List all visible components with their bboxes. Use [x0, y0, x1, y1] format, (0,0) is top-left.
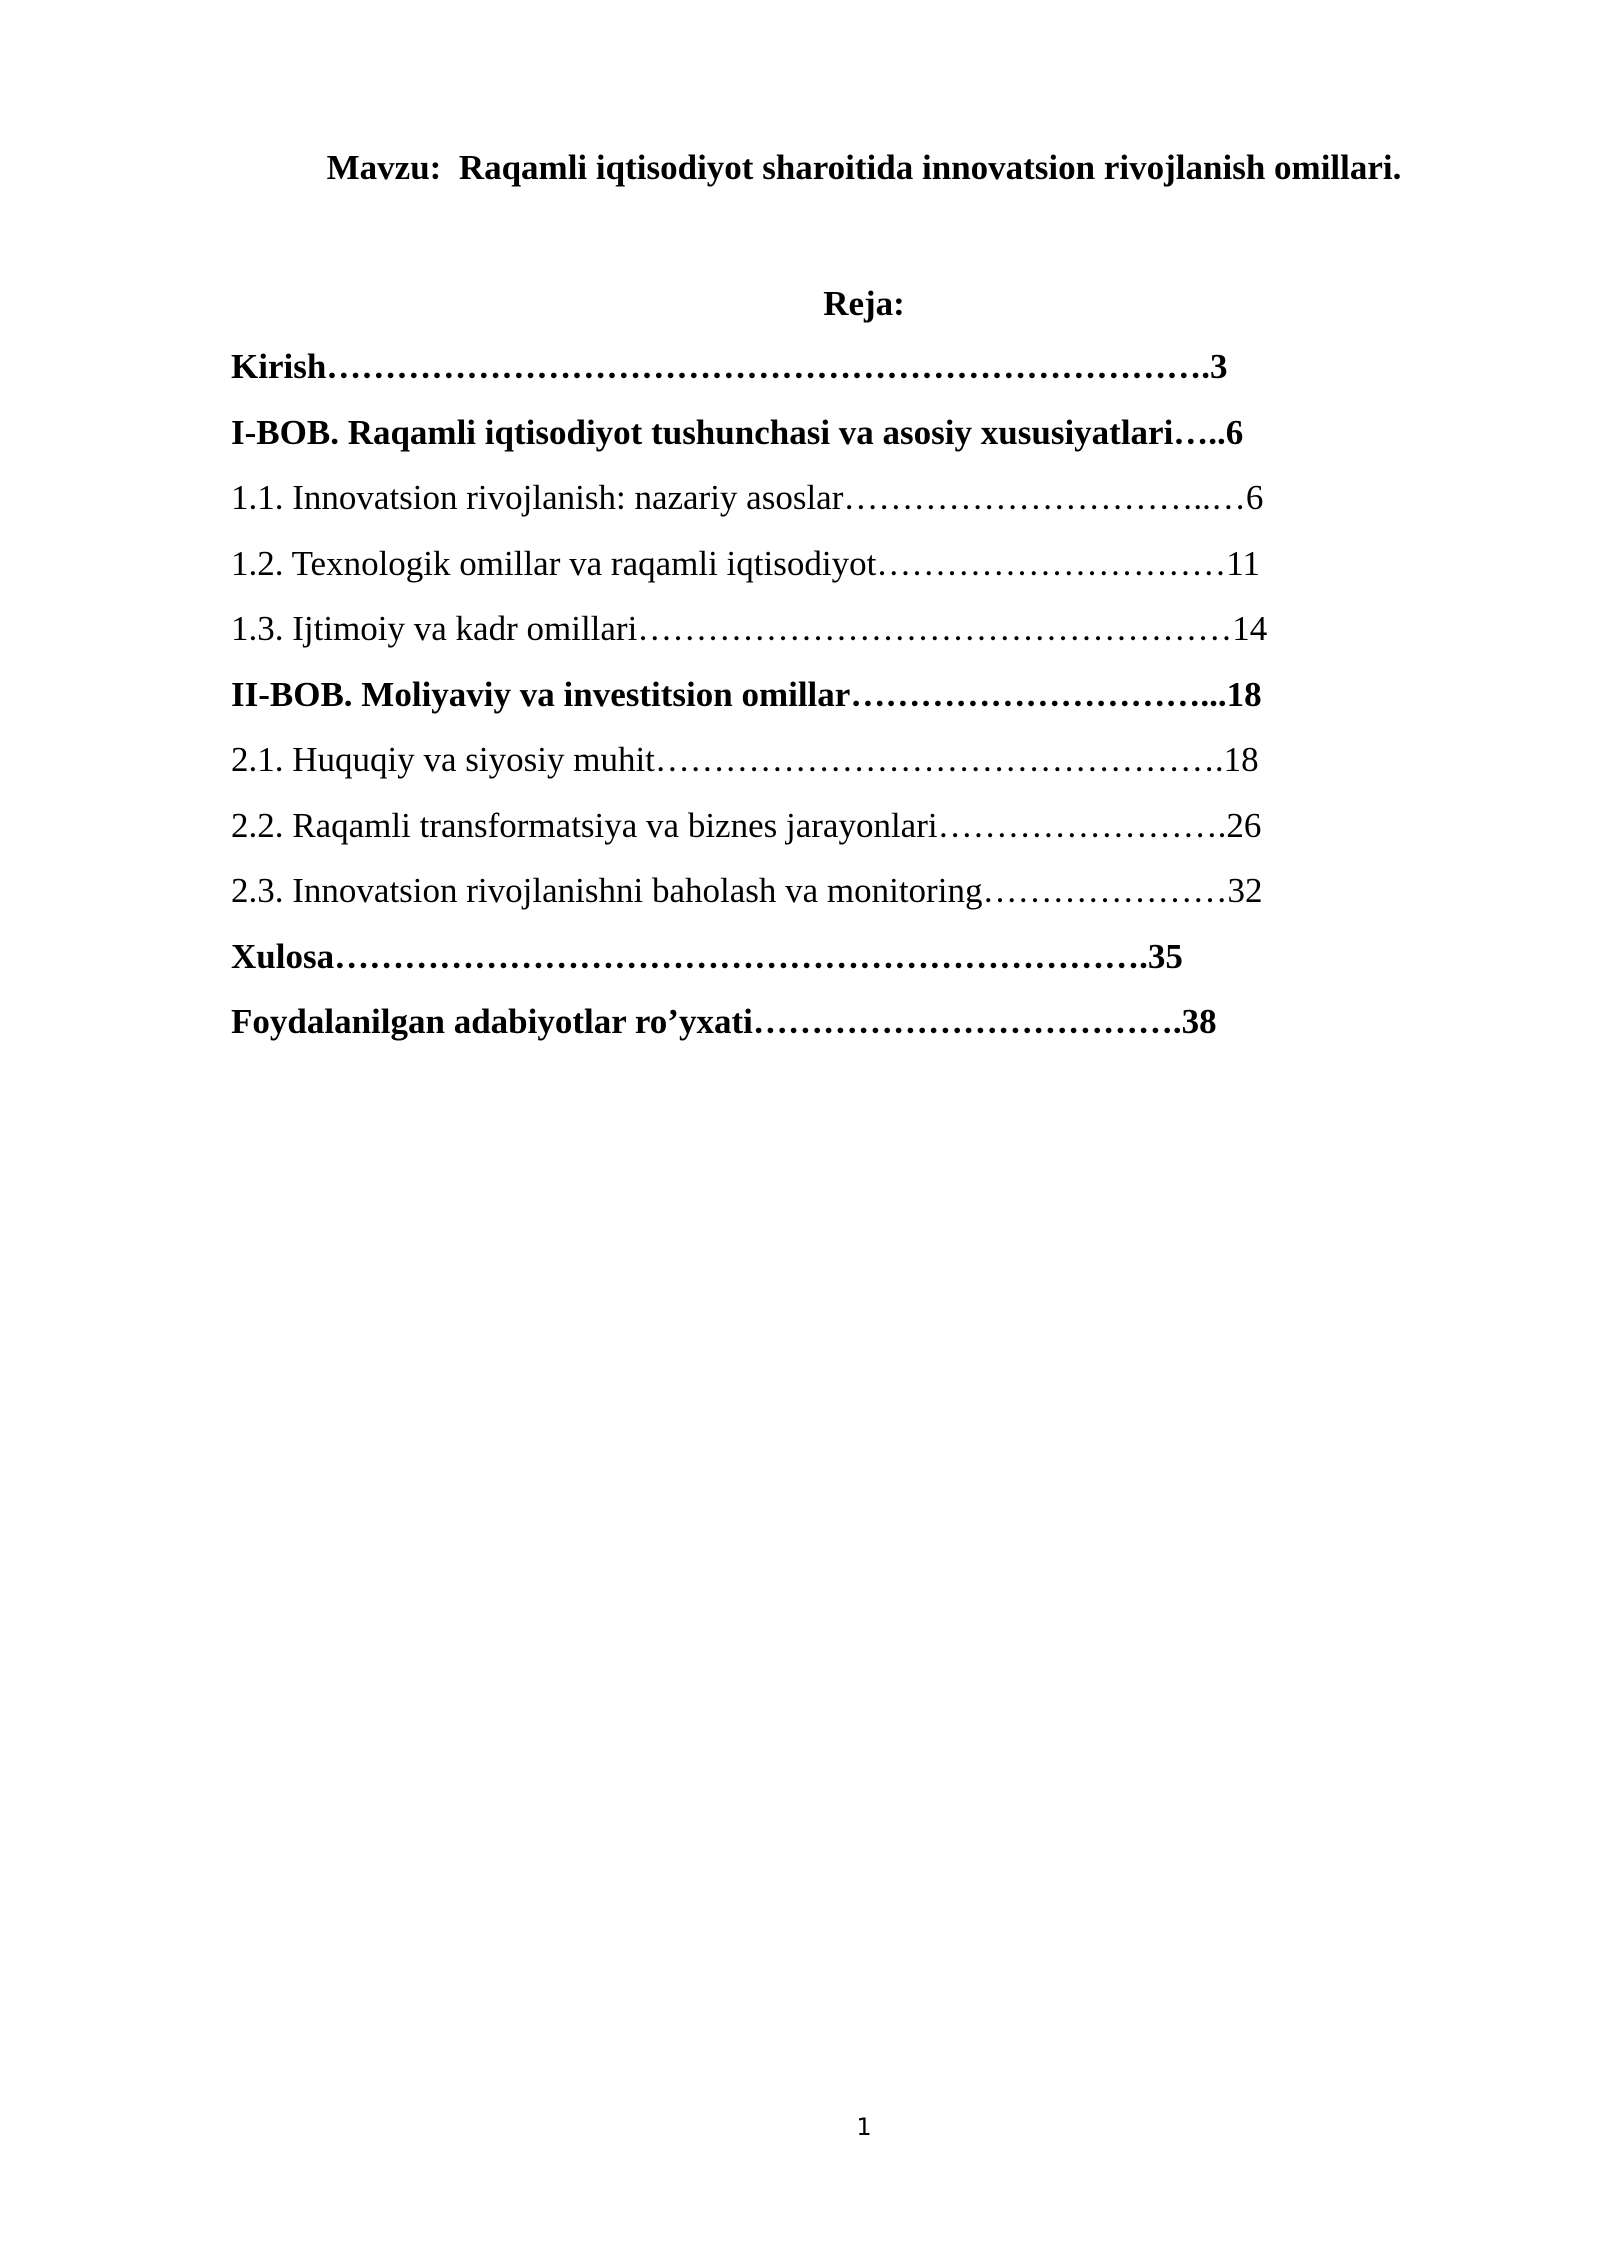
toc-entry-xulosa: Xulosa…………………………………………………………….35	[231, 936, 1183, 976]
toc-entry-2-3: 2.3. Innovatsion rivojlanishni baholash va monitoring…………………32	[231, 871, 1263, 910]
toc-entry-chapter-2: II-BOB. Moliyaviy va investitsion omillar…………………………...18	[231, 674, 1262, 714]
toc-entry-kirish: Kirish………………………………………………………………….3	[231, 347, 1228, 386]
toc-entry-1-3: 1.3. Ijtimoiy va kadr omillari……………………………………………14	[231, 609, 1268, 648]
table-of-contents	[231, 349, 1351, 1070]
toc-entry-2-2: 2.2. Raqamli transformatsiya va biznes jarayonlari…………………….26	[231, 805, 1262, 845]
toc-entry-1-2: 1.2. Texnologik omillar va raqamli iqtisodiyot…………………………11	[231, 543, 1260, 583]
toc-heading: Reja:	[823, 284, 905, 323]
toc-entry-chapter-1: I-BOB. Raqamli iqtisodiyot tushunchasi va asosiy xususiyatlari…..6	[231, 412, 1244, 452]
toc-entry-1-1: 1.1. Innovatsion rivojlanish: nazariy asoslar…………………………..…6	[231, 478, 1264, 517]
page-number: 1	[856, 2113, 872, 2141]
toc-entry-2-1: 2.1. Huquqiy va siyosiy muhit………………………………………….18	[231, 740, 1259, 779]
toc-entry-references: Foydalanilgan adabiyotlar ro’yxati……………………………….38	[231, 1002, 1217, 1041]
page-title: Mavzu: Raqamli iqtisodiyot sharoitida innovatsion rivojlanish omillari.	[326, 148, 1402, 187]
